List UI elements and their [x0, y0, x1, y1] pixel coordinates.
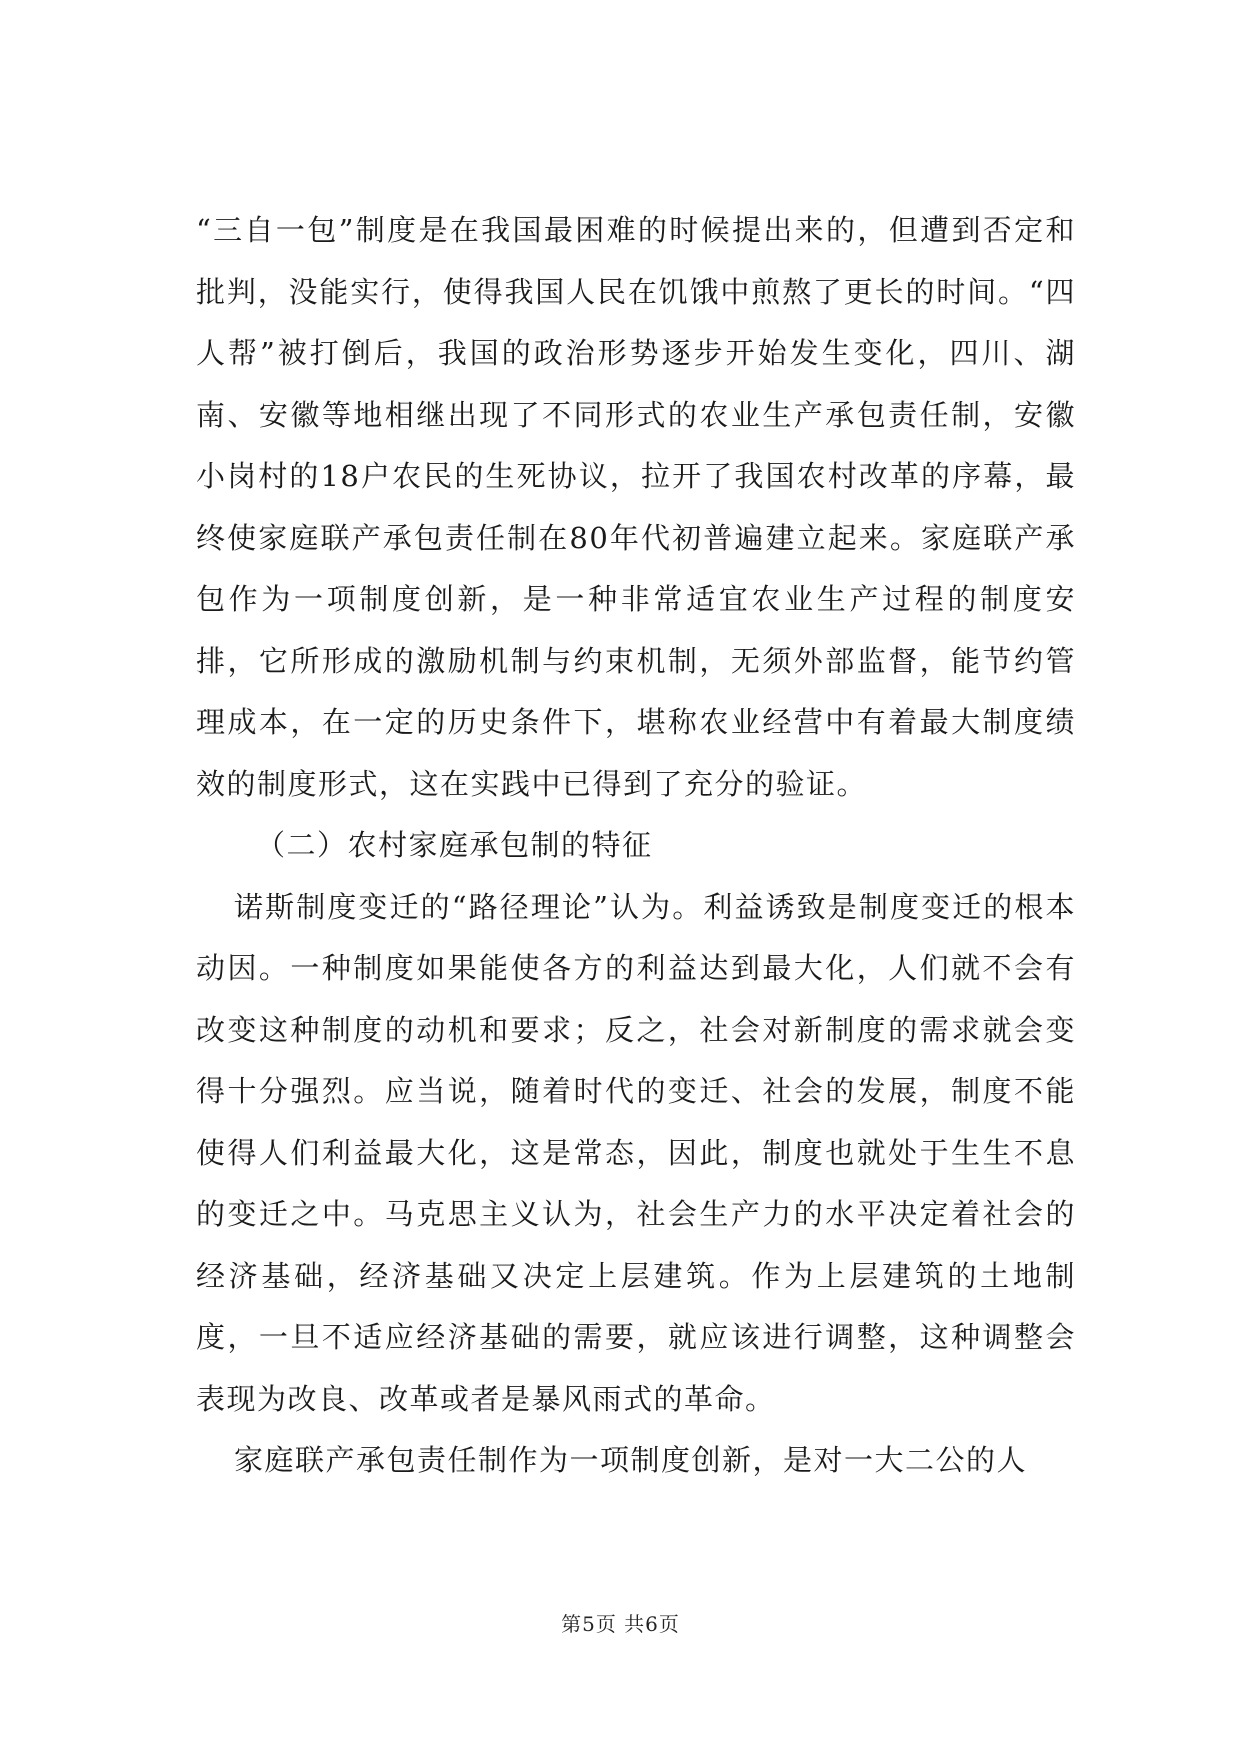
- page-number-footer: 第5页 共6页: [561, 1612, 680, 1636]
- document-body: [196, 200, 1076, 1492]
- paragraph: 诺斯制度变迁的“路径理论”认为。利益诱致是制度变迁的根本动因。一种制度如果能使各方的利益达到最大化，人们就不会有改变这种制度的动机和要求；反之，社会对新制度的需求就会变得十分强烈。应当说，随着时代的变迁、社会的发展，制度不能使得人们利益最大化，这是常态，因此，制度也就处于生生不息的变迁之中。马克思主义认为，社会生产力的水平决定着社会的经济基础，经济基础又决定上层建筑。作为上层建筑的土地制度，一旦不适应经济基础的需要，就应该进行调整，这种调整会表现为改良、改革或者是暴风雨式的革命。: [196, 889, 1076, 1416]
- section-heading: （二）农村家庭承包制的特征: [256, 828, 653, 862]
- paragraph: 家庭联产承包责任制作为一项制度创新，是对一大二公的人: [234, 1443, 1028, 1477]
- paragraph-continuation: “三自一包”制度是在我国最困难的时候提出来的，但遭到否定和批判，没能实行，使得我国人民在饥饿中煎熬了更长的时间。“四人帮”被打倒后，我国的政治形势逐步开始发生变化，四川、湖南、安徽等地相继出现了不同形式的农业生产承包责任制，安徽小岗村的18户农民的生死协议，拉开了我国农村改革的序幕，最终使家庭联产承包责任制在80年代初普遍建立起来。家庭联产承包作为一项制度创新，是一种非常适宜农业生产过程的制度安排，它所形成的激励机制与约束机制，无须外部监督，能节约管理成本，在一定的历史条件下，堪称农业经营中有着最大制度绩效的制度形式，这在实践中已得到了充分的验证。: [196, 213, 1076, 801]
